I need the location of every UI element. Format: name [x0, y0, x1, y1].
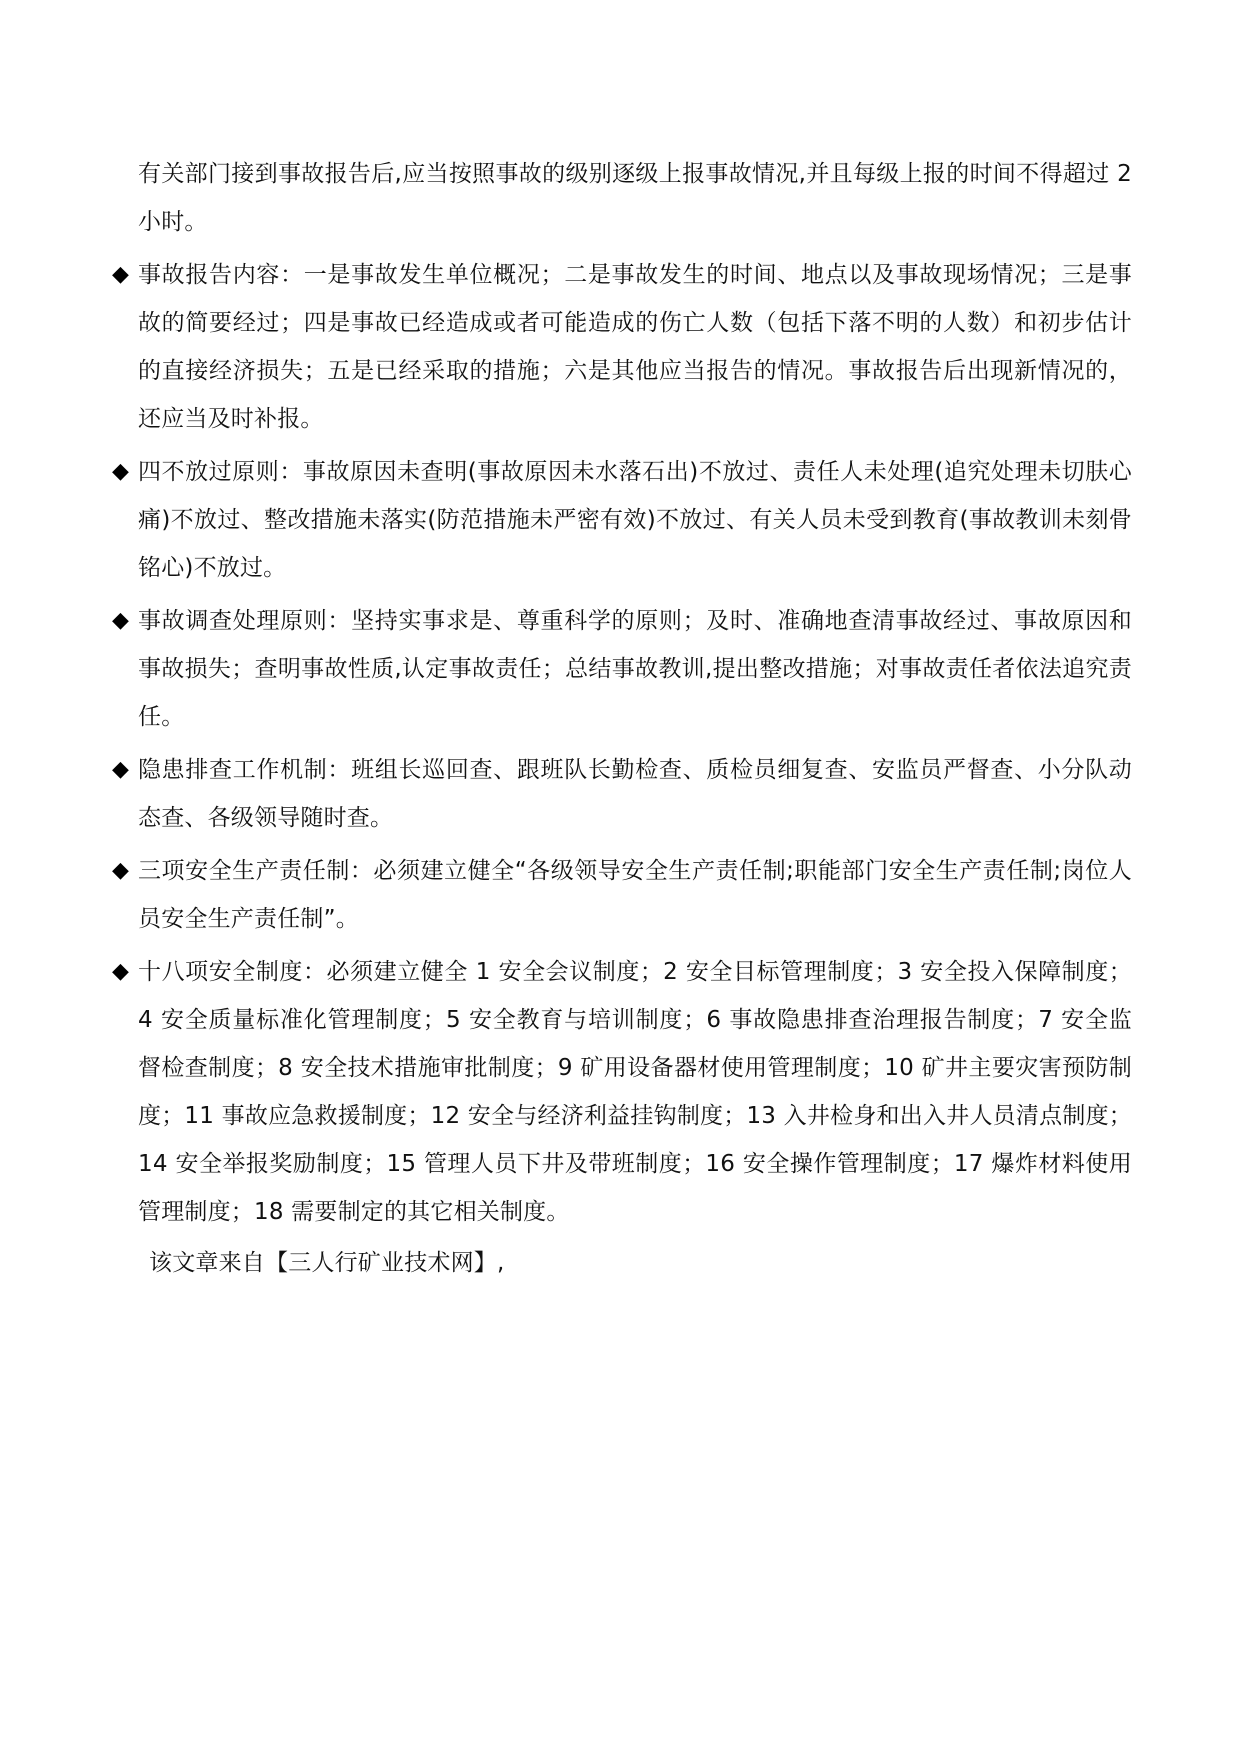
diamond-bullet-icon: ◆ — [112, 262, 130, 287]
source-note — [112, 1241, 1132, 1285]
bullet-item-investigation-principles — [112, 597, 1132, 741]
diamond-bullet-icon: ◆ — [112, 757, 130, 782]
bullet-text: 事故调查处理原则：坚持实事求是、尊重科学的原则；及时、准确地查清事故经过、事故原因和事故损失；查明事故性质,认定事故责任；总结事故教训,提出整改措施；对事故责任者依法追究责任。 — [138, 608, 1132, 730]
bullet-item-hazard-check-mechanism — [112, 746, 1132, 842]
document-body — [112, 150, 1132, 1285]
intro-paragraph-text: 有关部门接到事故报告后,应当按照事故的级别逐级上报事故情况,并且每级上报的时间不得超过 2 小时。 — [138, 161, 1132, 235]
bullet-text: 三项安全生产责任制：必须建立健全“各级领导安全生产责任制;职能部门安全生产责任制;岗位人员安全生产责任制”。 — [138, 858, 1132, 932]
bullet-item-four-principles — [112, 448, 1132, 592]
bullet-text: 四不放过原则：事故原因未查明(事故原因未水落石出)不放过、责任人未处理(追究处理未切肤心痛)不放过、整改措施未落实(防范措施未严密有效)不放过、有关人员未受到教育(事故教训未刻骨铭心)不放过。 — [138, 459, 1132, 581]
bullet-text: 隐患排查工作机制：班组长巡回查、跟班队长勤检查、质检员细复查、安监员严督查、小分队动态查、各级领导随时查。 — [138, 757, 1132, 831]
bullet-item-three-responsibility-systems — [112, 847, 1132, 943]
bullet-item-eighteen-safety-rules — [112, 948, 1132, 1236]
diamond-bullet-icon: ◆ — [112, 858, 130, 883]
diamond-bullet-icon: ◆ — [112, 608, 130, 633]
intro-paragraph — [112, 150, 1132, 246]
diamond-bullet-icon: ◆ — [112, 959, 130, 984]
bullet-text: 十八项安全制度：必须建立健全 1 安全会议制度；2 安全目标管理制度；3 安全投入保障制度；4 安全质量标准化管理制度；5 安全教育与培训制度；6 事故隐患排查治理报告制度；7 安全监督检查制度；8 安全技术措施审批制度；9 矿用设备器材使用管理制度；10 矿井主要灾害预防制度；11 事故应急救援制度；12 安全与经济利益挂钩制度；13 入井检身和出入井人员清点制度；14 安全举报奖励制度；15 管理人员下井及带班制度；16 安全操作管理制度；17 爆炸材料使用管理制度；18 需要制定的其它相关制度。 — [138, 959, 1132, 1225]
bullet-item-accident-report-content — [112, 251, 1132, 443]
bullet-text: 事故报告内容：一是事故发生单位概况；二是事故发生的时间、地点以及事故现场情况；三是事故的简要经过；四是事故已经造成或者可能造成的伤亡人数（包括下落不明的人数）和初步估计的直接经济损失；五是已经采取的措施；六是其他应当报告的情况。事故报告后出现新情况的，还应当及时补报。 — [138, 262, 1132, 432]
source-note-text: 该文章来自【三人行矿业技术网】, — [149, 1250, 505, 1276]
diamond-bullet-icon: ◆ — [112, 459, 130, 484]
